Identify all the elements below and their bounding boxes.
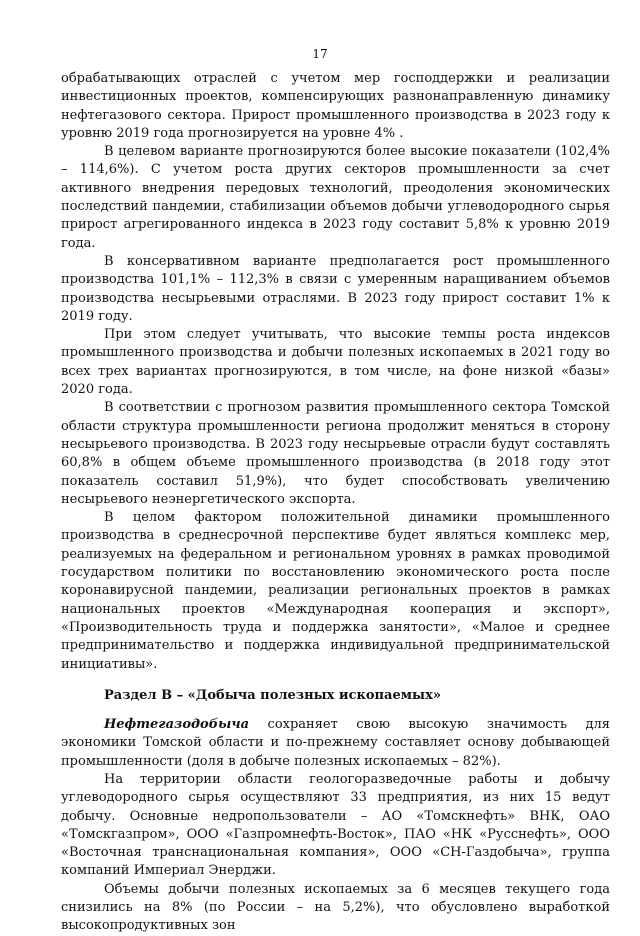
paragraph: обрабатывающих отраслей с учетом мер господдержки и реализации инвестиционных проектов, компенсирующих разнонаправленную динамику нефтегазового сектора. Прирост промышленного производства в 2023 году к уровню 2019 года прогнозируется на уровне 4% . — [61, 71, 610, 141]
paragraph: В целом фактором положительной динамики промышленного производства в среднесрочной перспективе будет являться комплекс мер, реализуемых на федеральном и региональном уровнях в рамках проводимой государством политики по восстановлению экономического роста после коронавирусной пандемии, реализации региональных проектов в рамках национальных проектов «Международная кооперация и экспорт», «Производительность труда и поддержка занятости», «Малое и среднее предпринимательство и поддержка индивидуальной предпринимательской инициативы». — [61, 510, 610, 672]
page-number: 17 — [312, 47, 328, 61]
paragraph: В целевом варианте прогнозируются более высокие показатели (102,4% – 114,6%). С учетом роста других секторов промышленности за счет активного внедрения передовых технологий, преодоления экономических последствий пандемии, стабилизации объемов добычи углеводородного сырья прирост агрегированного индекса в 2023 году составит 5,8% к уровню 2019 года. — [61, 144, 610, 251]
paragraph: При этом следует учитывать, что высокие темпы роста индексов промышленного производства и добычи полезных ископаемых в 2021 году во всех трех вариантах прогнозируются, в том числе, на фоне низкой «базы» 2020 года. — [61, 327, 610, 398]
paragraph-text: сохраняет свою высокую значимость для экономики Томской области и по-прежнему составляет основу добывающей промышленности (доля в добыче полезных ископаемых – 82%). — [61, 717, 610, 769]
paragraph: В консервативном варианте предполагается рост промышленного производства 101,1% – 112,3% в связи с умеренным наращиванием объемов производства несырьевыми отраслями. В 2023 году прирост составит 1% к 2019 году. — [61, 253, 610, 324]
paragraph: В соответствии с прогнозом развития промышленного сектора Томской области структура промышленности региона продолжит меняться в сторону несырьевого производства. В 2023 году несырьевые отрасли будут составлять 60,8% в общем объеме промышленного производства (в 2018 году этот показатель составил 51,9%), что будет способствовать увеличению несырьевого неэнергетического экспорта. — [61, 400, 610, 507]
paragraph: Объемы добычи полезных ископаемых за 6 месяцев текущего года снизились на 8% (по России – на 5,2%), что обусловлено выработкой высокопродуктивных зон — [61, 881, 610, 934]
term-oil-gas: Нефтегазодобыча — [104, 717, 250, 733]
document-body — [61, 70, 610, 936]
paragraph: На территории области геологоразведочные работы и добычу углеводородного сырья осуществляют 33 предприятия, из них 15 ведут добычу. Основные недропользователи – АО «Томскнефть» ВНК, ОАО «Томскгазпром», ООО «Газпромнефть-Восток», ПАО «НК «Русснефть», ООО «Восточная транснациональная компания», ООО «СН-Газдобыча», группа компаний Империал Энерджи. — [61, 771, 610, 879]
section-heading: Раздел В – «Добыча полезных ископаемых» — [104, 687, 441, 703]
paragraph-oil-gas — [61, 716, 610, 771]
